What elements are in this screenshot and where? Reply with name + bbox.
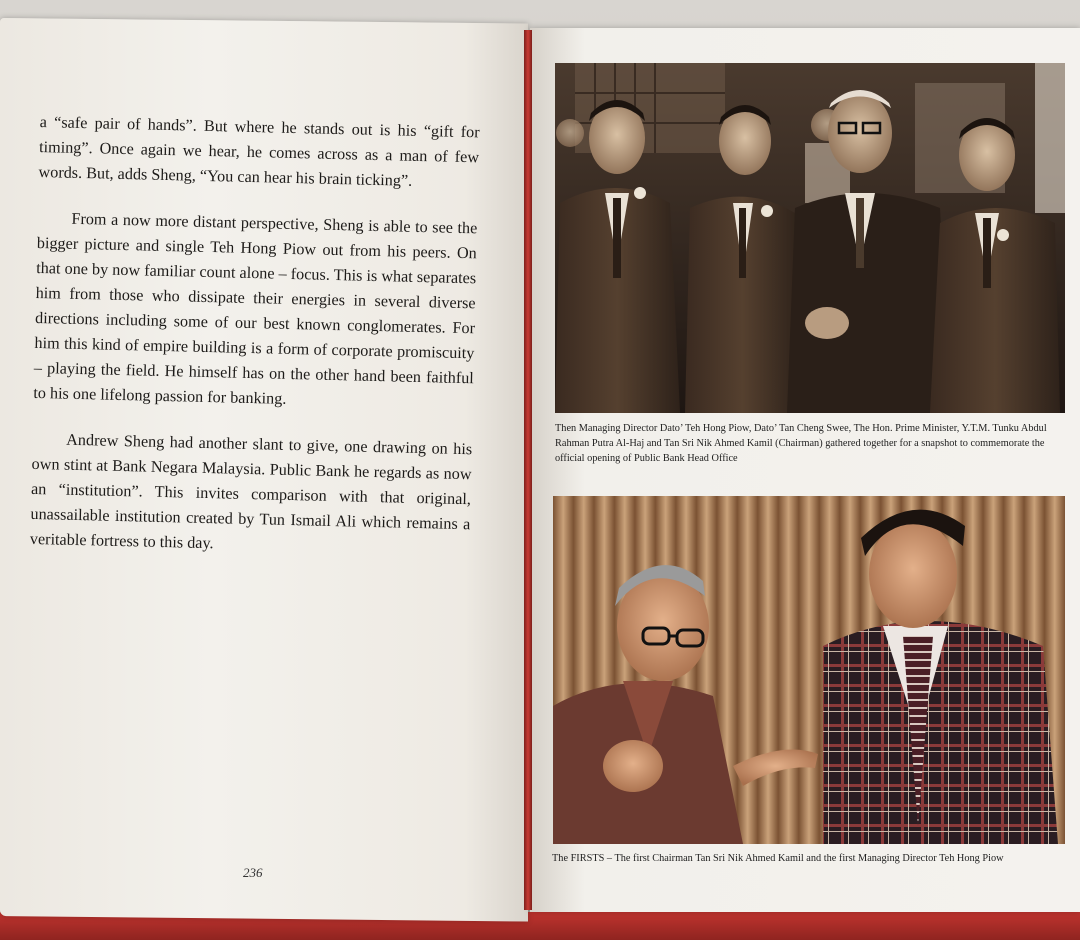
group-photo-caption: Then Managing Director Dato’ Teh Hong Piow, Dato’ Tan Cheng Swee, The Hon. Prime Minister, Y.T.M. Tunku Abdul Rahman Putra Al-Haj and Tan Sri Nik Ahmed Kamil (Chairman) gathered together for a snapshot to commemorate the official opening of Public Bank Head Office bbox=[555, 423, 1047, 464]
paragraph-1: a “safe pair of hands”. But where he stands out is his “gift for timing”. Once again we hear, he comes across as a man of few words. But, adds Sheng, “You can hear his brain ticking”. bbox=[38, 112, 480, 190]
group-photo-image bbox=[555, 63, 1065, 413]
firsts-photo-caption: The FIRSTS – The first Chairman Tan Sri Nik Ahmed Kamil and the first Managing Director Teh Hong Piow bbox=[552, 853, 1004, 864]
paragraph-2: From a now more distant perspective, Sheng is able to see the bigger picture and single Teh Hong Piow out from his peers. On that one by now familiar count alone – focus. This is what separates him from those who dissipate their energies in several diverse directions including some of our best known conglomerates. For him this kind of empire building is a form of corporate promiscuity – playing the field. He himself has on the other hand been faithful to his one lifelong passion for banking. bbox=[33, 209, 478, 408]
book-spine bbox=[524, 30, 532, 910]
body-text bbox=[29, 110, 480, 583]
firsts-photo bbox=[553, 496, 1065, 844]
firsts-photo-image bbox=[553, 496, 1065, 844]
paragraph-3: Andrew Sheng had another slant to give, one drawing on his own stint at Bank Negara Malaysia. Public Bank he regards as now an “institution”. This invites comparison with that original, unassailable institution created by Tun Ismail Ali which remains a veritable fortress to this day. bbox=[29, 430, 473, 553]
page-number: 236 bbox=[243, 865, 263, 880]
group-photo bbox=[555, 63, 1065, 413]
